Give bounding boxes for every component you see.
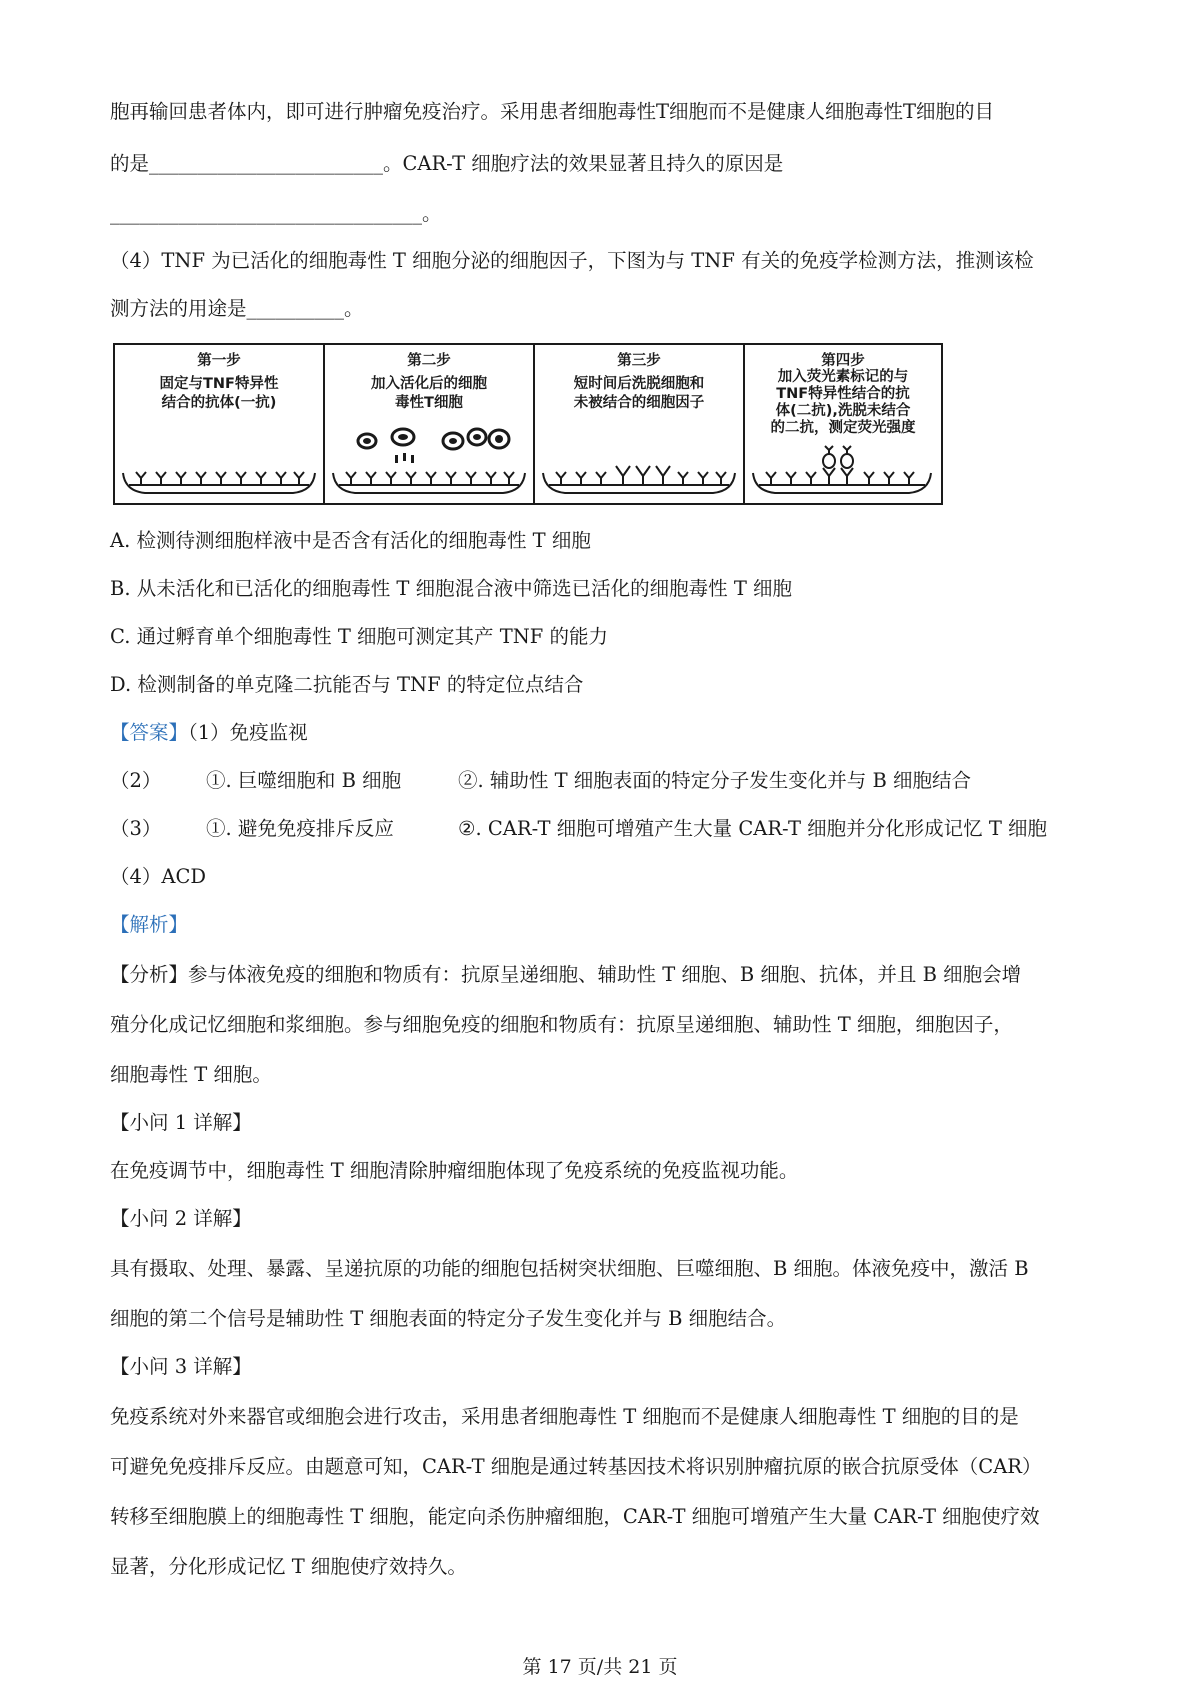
answer-3-part-2: ②. CAR-T 细胞可增殖产生大量 CAR-T 细胞并分化形成记忆 T 细胞	[458, 817, 1048, 840]
well-cells-illustration	[325, 423, 533, 503]
subquestion-3-text: 转移至细胞膜上的细胞毒性 T 细胞，能定向杀伤肿瘤细胞，CAR-T 细胞可增殖产生大量 CAR-T 细胞使疗效	[110, 1505, 1040, 1528]
tnf-detection-diagram	[113, 343, 943, 505]
step-panel-2	[325, 345, 535, 503]
answer-number: （3）	[110, 817, 162, 840]
step-description: 短时间后洗脱细胞和 未被结合的细胞因子	[573, 376, 705, 411]
step-description: 加入荧光素标记的与 TNF特异性结合的抗 体(二抗),洗脱未结合 的二抗，测定荧光强度	[770, 369, 916, 436]
answer-line-4: （4）ACD	[110, 865, 207, 888]
subquestion-2-text: 具有摄取、处理、暴露、呈递抗原的功能的细胞包括树突状细胞、巨噬细胞、B 细胞。体液免疫中，激活 B	[110, 1257, 1029, 1280]
well-antibody-illustration	[115, 433, 323, 503]
subquestion-3-text: 可避免免疫排斥反应。由题意可知，CAR-T 细胞是通过转基因技术将识别肿瘤抗原的嵌合抗原受体（CAR）	[110, 1455, 1042, 1478]
answer-line-2	[110, 767, 972, 795]
answer-2-part-1: ①. 巨噬细胞和 B 细胞	[206, 769, 402, 792]
subquestion-2-title: 【小问 2 详解】	[110, 1207, 252, 1230]
analysis-label: 【解析】	[110, 913, 189, 936]
answer-1: （1）免疫监视	[188, 721, 308, 744]
step-title: 第四步	[821, 353, 865, 369]
answer-label: 【答案】	[110, 721, 189, 744]
analysis-text: 【分析】参与体液免疫的细胞和物质有：抗原呈递细胞、辅助性 T 细胞、B 细胞、抗体，并且 B 细胞会增	[110, 963, 1022, 986]
answer-2-part-2: ②. 辅助性 T 细胞表面的特定分子发生变化并与 B 细胞结合	[458, 769, 972, 792]
subquestion-2-text: 细胞的第二个信号是辅助性 T 细胞表面的特定分子发生变化并与 B 细胞结合。	[110, 1307, 787, 1330]
step-description: 固定与TNF特异性 结合的抗体(一抗)	[159, 376, 279, 411]
text-line: 测方法的用途是__________。	[110, 297, 364, 320]
subquestion-3-text: 免疫系统对外来器官或细胞会进行攻击，采用患者细胞毒性 T 细胞而不是健康人细胞毒性 T 细胞的目的是	[110, 1405, 1019, 1428]
answer-line-1	[110, 719, 308, 747]
subquestion-1-title: 【小问 1 详解】	[110, 1111, 252, 1134]
answer-3-part-1: ①. 避免免疫排斥反应	[206, 817, 394, 840]
page-footer: 第 17 页/共 21 页	[522, 1656, 678, 1678]
text-line: （4）TNF 为已活化的细胞毒性 T 细胞分泌的细胞因子，下图为与 TNF 有关的免疫学检测方法，推测该检	[110, 249, 1034, 272]
step-title: 第一步	[197, 353, 241, 369]
subquestion-1-text: 在免疫调节中，细胞毒性 T 细胞清除肿瘤细胞体现了免疫系统的免疫监视功能。	[110, 1159, 799, 1182]
analysis-text: 殖分化成记忆细胞和浆细胞。参与细胞免疫的细胞和物质有：抗原呈递细胞、辅助性 T 细胞，细胞因子，	[110, 1013, 1013, 1036]
well-fluorescent-antibody-illustration	[745, 433, 939, 503]
answer-number: （2）	[110, 769, 162, 792]
step-panel-3	[535, 345, 745, 503]
option-b: B. 从未活化和已活化的细胞毒性 T 细胞混合液中筛选已活化的细胞毒性 T 细胞	[110, 577, 793, 600]
step-panel-1	[115, 345, 325, 503]
subquestion-3-text: 显著，分化形成记忆 T 细胞使疗效持久。	[110, 1555, 467, 1578]
well-bound-cytokine-illustration	[535, 433, 743, 503]
option-c: C. 通过孵育单个细胞毒性 T 细胞可测定其产 TNF 的能力	[110, 625, 609, 648]
text-line: ________________________________。	[110, 202, 442, 225]
analysis-text: 细胞毒性 T 细胞。	[110, 1063, 272, 1086]
answer-line-3	[110, 815, 1048, 843]
step-title: 第三步	[617, 353, 661, 369]
text-line: 的是________________________。CAR-T 细胞疗法的效果显著且持久的原因是	[110, 152, 784, 175]
step-title: 第二步	[407, 353, 451, 369]
option-a: A. 检测待测细胞样液中是否含有活化的细胞毒性 T 细胞	[110, 529, 591, 552]
step-panel-4	[745, 345, 941, 503]
option-d: D. 检测制备的单克隆二抗能否与 TNF 的特定位点结合	[110, 673, 584, 696]
step-description: 加入活化后的细胞 毒性T细胞	[371, 376, 487, 411]
subquestion-3-title: 【小问 3 详解】	[110, 1355, 252, 1378]
text-line: 胞再输回患者体内，即可进行肿瘤免疫治疗。采用患者细胞毒性T细胞而不是健康人细胞毒性T细胞的目	[110, 100, 995, 123]
